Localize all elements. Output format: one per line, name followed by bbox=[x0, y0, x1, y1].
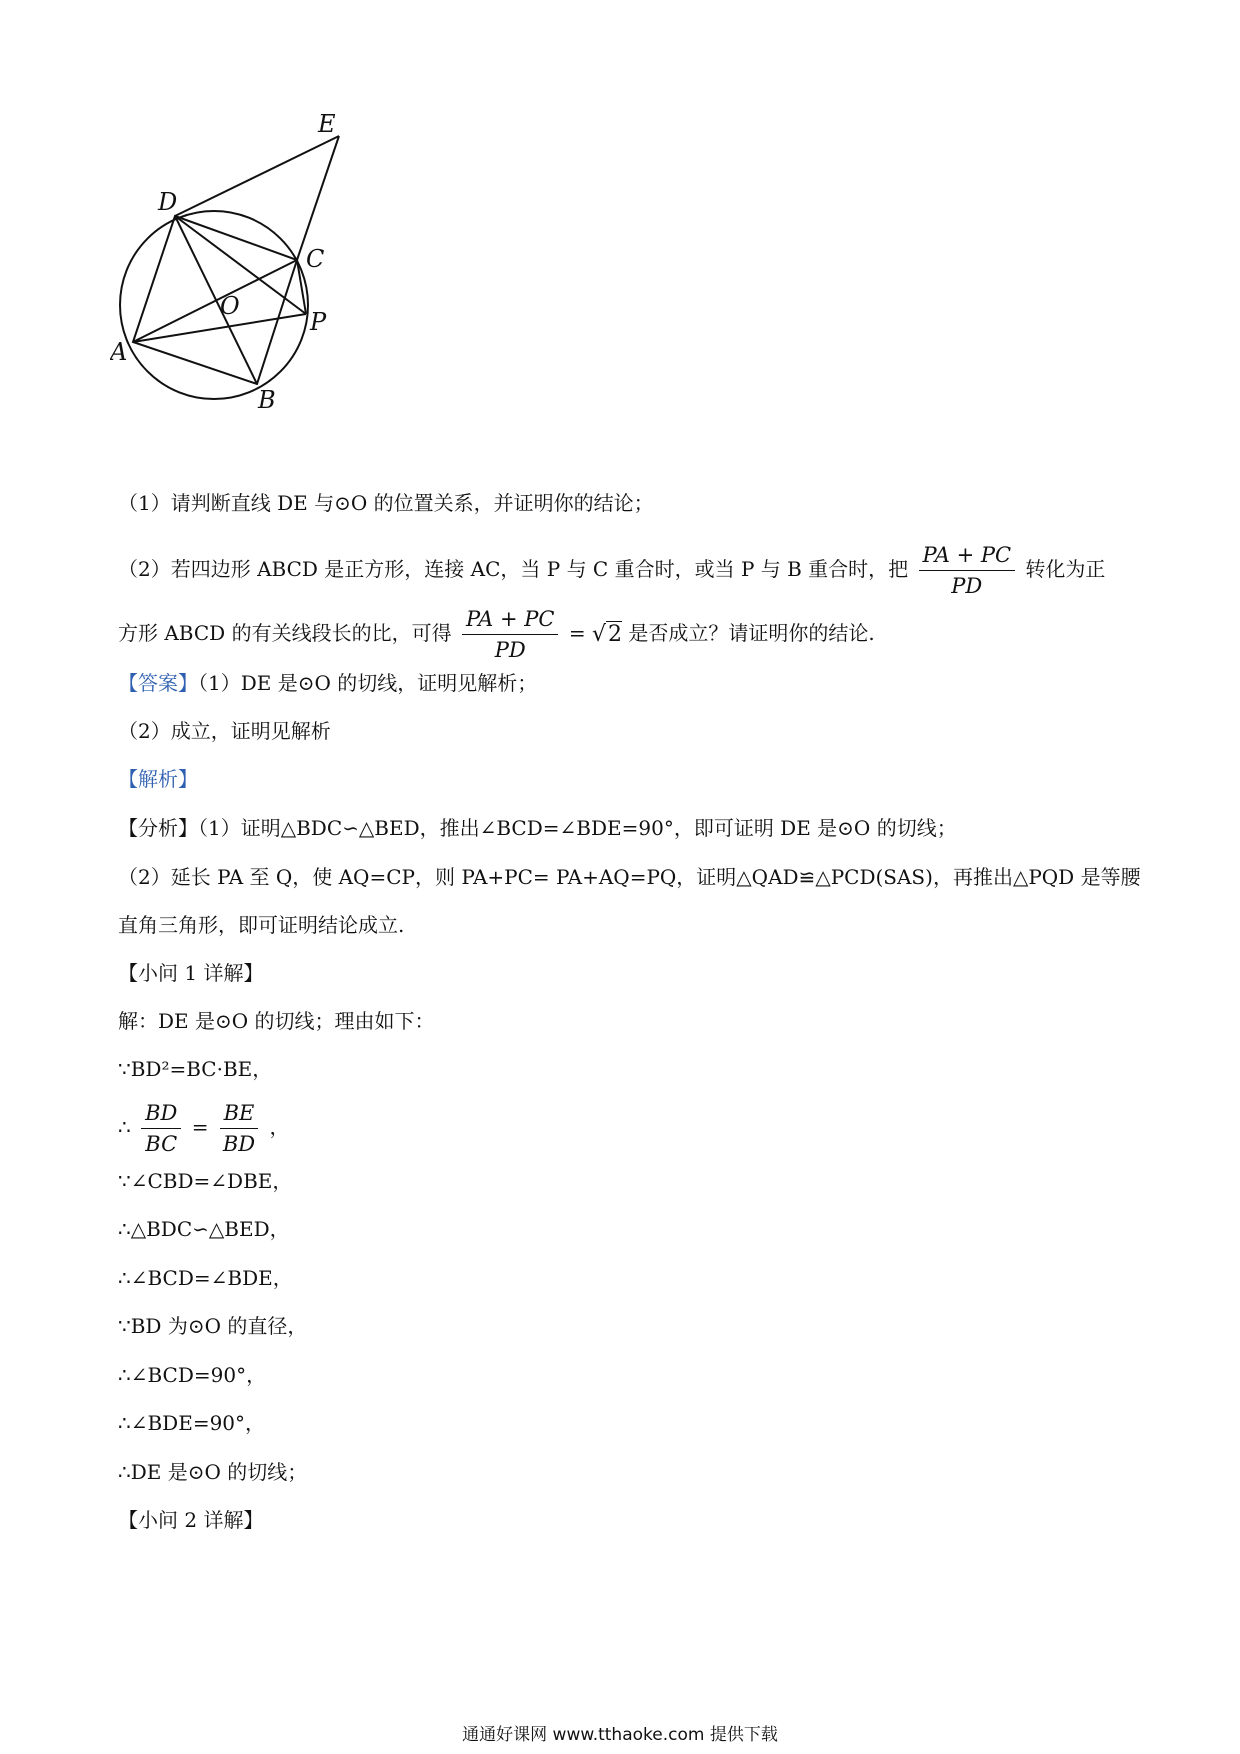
detail-1-line-9: ∴DE 是⊙O 的切线； bbox=[118, 1460, 308, 1484]
equals-sign: = bbox=[568, 621, 586, 645]
label-p: P bbox=[310, 308, 327, 336]
fraction-bc-denominator: BC bbox=[145, 1132, 178, 1156]
question-2-text-d: 是否成立？请证明你的结论. bbox=[628, 621, 875, 645]
geometry-figure bbox=[110, 110, 400, 470]
answer-tag: 【答案】 bbox=[118, 671, 198, 695]
fraction-pa-pc-over-pd-2 bbox=[462, 604, 559, 665]
question-1: （1）请判断直线 DE 与⊙O 的位置关系，并证明你的结论； bbox=[118, 491, 654, 515]
fraction-pa-pc-over-pd bbox=[919, 540, 1016, 601]
therefore-symbol: ∴ bbox=[118, 1115, 131, 1139]
detail-1-line-3: ∵∠CBD=∠DBE， bbox=[118, 1169, 293, 1193]
fraction-numerator-2: PA + PC bbox=[462, 604, 559, 635]
answer-1: （1）DE 是⊙O 的切线，证明见解析； bbox=[198, 671, 538, 695]
question-2-line-1 bbox=[118, 540, 1105, 601]
fraction-be-over-bd bbox=[219, 1098, 259, 1159]
detail-1-fraction-line bbox=[118, 1098, 290, 1159]
fraction-tail: ， bbox=[269, 1115, 290, 1139]
label-c: C bbox=[306, 245, 325, 273]
detail-1-line-8: ∴∠BDE=90°， bbox=[118, 1411, 266, 1435]
question-2-line-2 bbox=[118, 604, 875, 665]
detail-1-line-2: ∵BD²=BC·BE， bbox=[118, 1057, 273, 1081]
fraction-bd-numerator: BD bbox=[141, 1098, 181, 1129]
detail-1-line-4: ∴△BDC∽△BED， bbox=[118, 1217, 290, 1241]
segment-ec bbox=[297, 136, 339, 260]
detail-1-line-5: ∴∠BCD=∠BDE， bbox=[118, 1266, 293, 1290]
question-2-text-c: 方形 ABCD 的有关线段长的比，可得 bbox=[118, 621, 452, 645]
fenxi-1: （1）证明△BDC∽△BED，推出∠BCD=∠BDE=90°，即可证明 DE 是⊙O 的切线； bbox=[198, 816, 957, 840]
segment-de bbox=[175, 136, 339, 216]
fraction-bd-over-bc bbox=[141, 1098, 181, 1159]
fraction-denominator-2: PD bbox=[494, 638, 526, 662]
label-d: D bbox=[158, 188, 178, 216]
answer-line-1 bbox=[118, 668, 537, 698]
label-b: B bbox=[258, 386, 276, 414]
detail-1-line-6: ∵BD 为⊙O 的直径， bbox=[118, 1314, 308, 1338]
footer-source: 通通好课网 www.tthaoke.com 提供下载 bbox=[462, 1725, 778, 1745]
sqrt-two: √2 bbox=[591, 621, 622, 647]
fraction-numerator: PA + PC bbox=[919, 540, 1016, 571]
answer-2: （2）成立，证明见解析 bbox=[118, 719, 331, 743]
fraction-bd-denominator: BD bbox=[222, 1132, 256, 1156]
fraction-equals: = bbox=[191, 1115, 209, 1139]
fenxi-2: （2）延长 PA 至 Q，使 AQ=CP，则 PA+PC= PA+AQ=PQ，证明△QAD≌△PCD(SAS)，再推出△PQD 是等腰 bbox=[118, 865, 1141, 889]
analysis-tag: 【解析】 bbox=[118, 767, 198, 791]
fenxi-tag: 【分析】 bbox=[118, 816, 198, 840]
sqrt-radicand: 2 bbox=[607, 621, 622, 647]
label-a: A bbox=[110, 338, 128, 366]
label-e: E bbox=[318, 110, 336, 138]
detail-2-title: 【小问 2 详解】 bbox=[118, 1508, 264, 1532]
detail-1-title: 【小问 1 详解】 bbox=[118, 961, 264, 985]
detail-1-line-1: 解：DE 是⊙O 的切线；理由如下： bbox=[118, 1009, 435, 1033]
analysis-line-1 bbox=[118, 813, 957, 843]
label-o: O bbox=[220, 292, 240, 320]
fenxi-3: 直角三角形，即可证明结论成立. bbox=[118, 913, 405, 937]
fraction-be-numerator: BE bbox=[220, 1098, 259, 1129]
question-2-text-b: 转化为正 bbox=[1025, 557, 1106, 581]
question-2-text-a: （2）若四边形 ABCD 是正方形，连接 AC，当 P 与 C 重合时，或当 P 与 B 重合时，把 bbox=[118, 557, 909, 581]
circle-o bbox=[120, 211, 308, 399]
detail-1-line-7: ∴∠BCD=90°， bbox=[118, 1363, 267, 1387]
fraction-denominator: PD bbox=[951, 574, 983, 598]
